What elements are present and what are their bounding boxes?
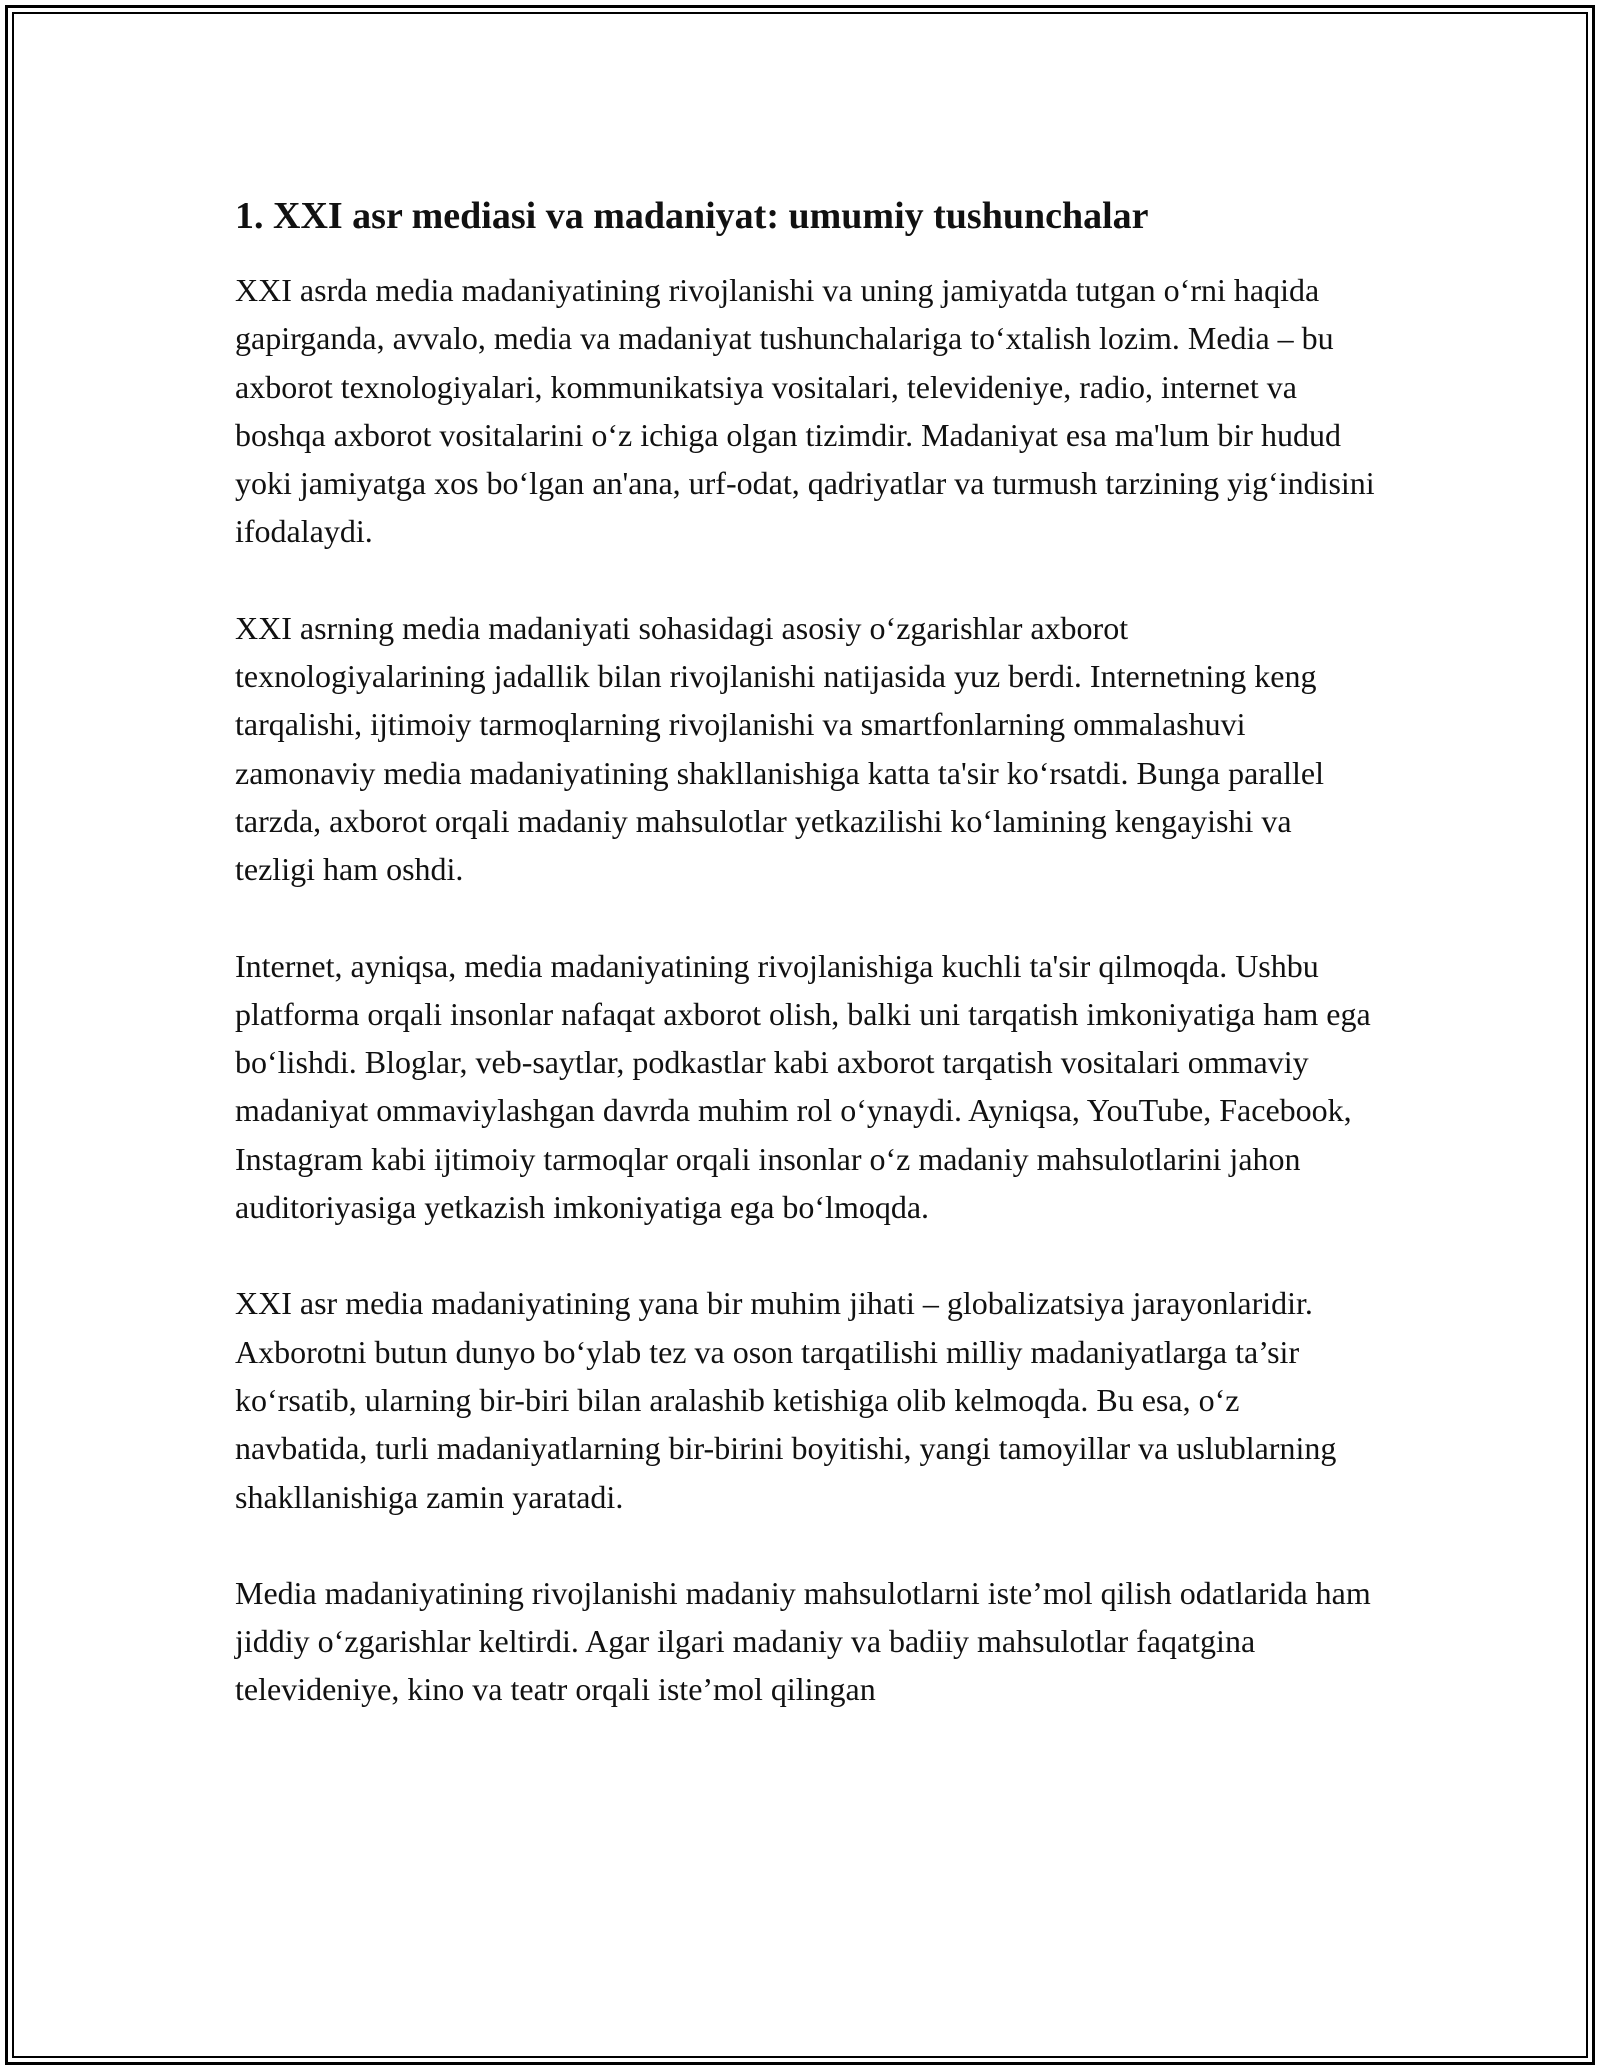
paragraph-1: XXI asrda media madaniyatining rivojlanishi va uning jamiyatda tutgan o‘rni haqida gapirganda, avvalo, media va madaniyat tushunchalariga to‘xtalish lozim. Media – bu axborot texnologiyalari, kommunikatsiya vositalari, televideniye, radio, internet va boshqa axborot vositalarini o‘z ichiga olgan tizimdir. Madaniyat esa ma'lum bir hudud yoki jamiyatga xos bo‘lgan an'ana, urf-odat, qadriyatlar va turmush tarzining yig‘indisini ifodalaydi. <box>235 272 1375 550</box>
document-body <box>235 192 1375 1714</box>
paragraph-4: XXI asr media madaniyatining yana bir muhim jihati – globalizatsiya jarayonlaridir. Axborotni butun dunyo bo‘ylab tez va oson tarqatilishi milliy madaniyatlarga ta’sir ko‘rsatib, ularning bir-biri bilan aralashib ketishiga olib kelmoqda. Bu esa, o‘z navbatida, turli madaniyatlarning bir-birini boyitishi, yangi tamoyillar va uslublarning shakllanishiga zamin yaratadi. <box>235 1285 1337 1515</box>
section-heading: 1. XXI asr mediasi va madaniyat: umumiy tushunchalar <box>235 195 1149 237</box>
paragraph-3: Internet, ayniqsa, media madaniyatining rivojlanishiga kuchli ta'sir qilmoqda. Ushbu platforma orqali insonlar nafaqat axborot olish, balki uni tarqatish imkoniyatiga ham ega bo‘lishdi. Bloglar, veb-saytlar, podkastlar kabi axborot tarqatish vositalari ommaviy madaniyat ommaviylashgan davrda muhim rol o‘ynaydi. Ayniqsa, YouTube, Facebook, Instagram kabi ijtimoiy tarmoqlar orqali insonlar o‘z madaniy mahsulotlarini jahon auditoriyasiga yetkazish imkoniyatiga ega bo‘lmoqda. <box>235 947 1371 1226</box>
paragraph-2: XXI asrning media madaniyati sohasidagi asosiy o‘zgarishlar axborot texnologiyalarining jadallik bilan rivojlanishi natijasida yuz berdi. Internetning keng tarqalishi, ijtimoiy tarmoqlarning rivojlanishi va smartfonlarning ommalashuvi zamonaviy media madaniyatining shakllanishiga katta ta'sir ko‘rsatdi. Bunga parallel tarzda, axborot orqali madaniy mahsulotlar yetkazilishi ko‘lamining kengayishi va tezligi ham oshdi. <box>235 609 1324 888</box>
paragraph-5: Media madaniyatining rivojlanishi madaniy mahsulotlarni iste’mol qilish odatlarida ham jiddiy o‘zgarishlar keltirdi. Agar ilgari madaniy va badiiy mahsulotlar faqatgina televideniye, kino va teatr orqali iste’mol qilingan <box>235 1574 1371 1708</box>
